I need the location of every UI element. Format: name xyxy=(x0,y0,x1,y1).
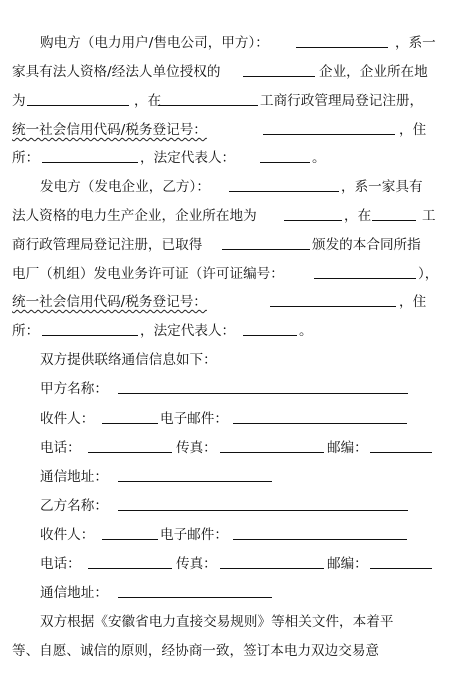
license-number-field[interactable] xyxy=(314,262,416,279)
seller-name-field[interactable] xyxy=(229,175,339,192)
party-b-name-field[interactable] xyxy=(118,494,408,511)
buyer-line-3: 为 ，在 工商行政管理局登记注册， xyxy=(0,89,452,113)
party-a-postcode-field[interactable] xyxy=(370,436,432,453)
party-a-address-field[interactable] xyxy=(118,465,272,482)
seller-label: 发电方（发电企业，乙方）： xyxy=(40,179,210,195)
buyer-line-5: 所： ，法定代表人： 。 xyxy=(0,146,452,170)
party-a-email-field[interactable] xyxy=(233,407,407,424)
buyer-address-field[interactable] xyxy=(42,146,138,163)
party-a-name-field[interactable] xyxy=(118,377,408,394)
seller-line-4: 电厂（机组）发电业务许可证（许可证编号： ）， xyxy=(0,262,452,286)
seller-line-3: 商行政管理局登记注册，已取得 颁发的本合同所指 xyxy=(0,233,452,257)
seller-line-1: 发电方（发电企业，乙方）： ，系一家具有 xyxy=(0,175,452,199)
party-b-name-row: 乙方名称： xyxy=(0,494,452,518)
buyer-name-field[interactable] xyxy=(296,31,388,48)
party-a-fax-field[interactable] xyxy=(220,436,324,453)
party-b-recipient-row: 收件人： 电子邮件： xyxy=(0,523,452,547)
party-b-phone-field[interactable] xyxy=(88,552,172,569)
seller-legal-rep-field[interactable] xyxy=(243,319,297,336)
buyer-label: 购电方（电力用户/售电公司，甲方）： xyxy=(40,35,269,51)
license-issuer-field[interactable] xyxy=(222,233,310,250)
buyer-location-field[interactable] xyxy=(27,89,129,106)
buyer-credit-code-label: 统一社会信用代码/税务登记号： xyxy=(12,122,207,138)
party-a-recipient-field[interactable] xyxy=(102,407,158,424)
party-b-postcode-field[interactable] xyxy=(370,552,432,569)
seller-credit-code-label: 统一社会信用代码/税务登记号： xyxy=(12,294,207,310)
seller-location-field[interactable] xyxy=(284,204,342,221)
seller-line-2: 法人资格的电力生产企业，企业所在地为 ，在 工 xyxy=(0,204,452,228)
party-b-phone-row: 电话： 传真： 邮编： xyxy=(0,552,452,576)
closing-line-1: 双方根据《安徽省电力直接交易规则》等相关文件，本着平 xyxy=(40,614,394,630)
buyer-line-2: 家具有法人资格/经法人单位授权的 企业，企业所在地 xyxy=(0,60,452,84)
party-b-recipient-field[interactable] xyxy=(102,523,158,540)
buyer-credit-code-field[interactable] xyxy=(263,118,395,135)
seller-line-6: 所： ，法定代表人： 。 xyxy=(0,319,452,343)
buyer-line-1: 购电方（电力用户/售电公司，甲方）： ，系一 xyxy=(0,31,452,55)
party-b-fax-field[interactable] xyxy=(220,552,324,569)
contact-intro: 双方提供联络通信信息如下： xyxy=(40,352,217,368)
seller-line-5: 统一社会信用代码/税务登记号： ，住 xyxy=(0,290,452,314)
party-a-name-row: 甲方名称： xyxy=(0,377,452,401)
party-a-phone-field[interactable] xyxy=(88,436,172,453)
party-b-email-field[interactable] xyxy=(233,523,407,540)
buyer-legal-rep-field[interactable] xyxy=(260,146,310,163)
closing-line-2: 等、自愿、诚信的原则，经协商一致，签订本电力双边交易意 xyxy=(12,643,380,659)
buyer-line-4: 统一社会信用代码/税务登记号： ，住 xyxy=(0,118,452,142)
buyer-registry-field[interactable] xyxy=(158,89,258,106)
party-b-address-field[interactable] xyxy=(118,581,272,598)
party-a-recipient-row: 收件人： 电子邮件： xyxy=(0,407,452,431)
party-a-address-row: 通信地址： xyxy=(0,465,452,489)
party-b-address-row: 通信地址： xyxy=(0,581,452,605)
party-a-phone-row: 电话： 传真： 邮编： xyxy=(0,436,452,460)
seller-address-field[interactable] xyxy=(42,319,138,336)
seller-registry-field[interactable] xyxy=(372,204,416,221)
seller-credit-code-field[interactable] xyxy=(270,290,396,307)
authorizer-field[interactable] xyxy=(243,60,315,77)
